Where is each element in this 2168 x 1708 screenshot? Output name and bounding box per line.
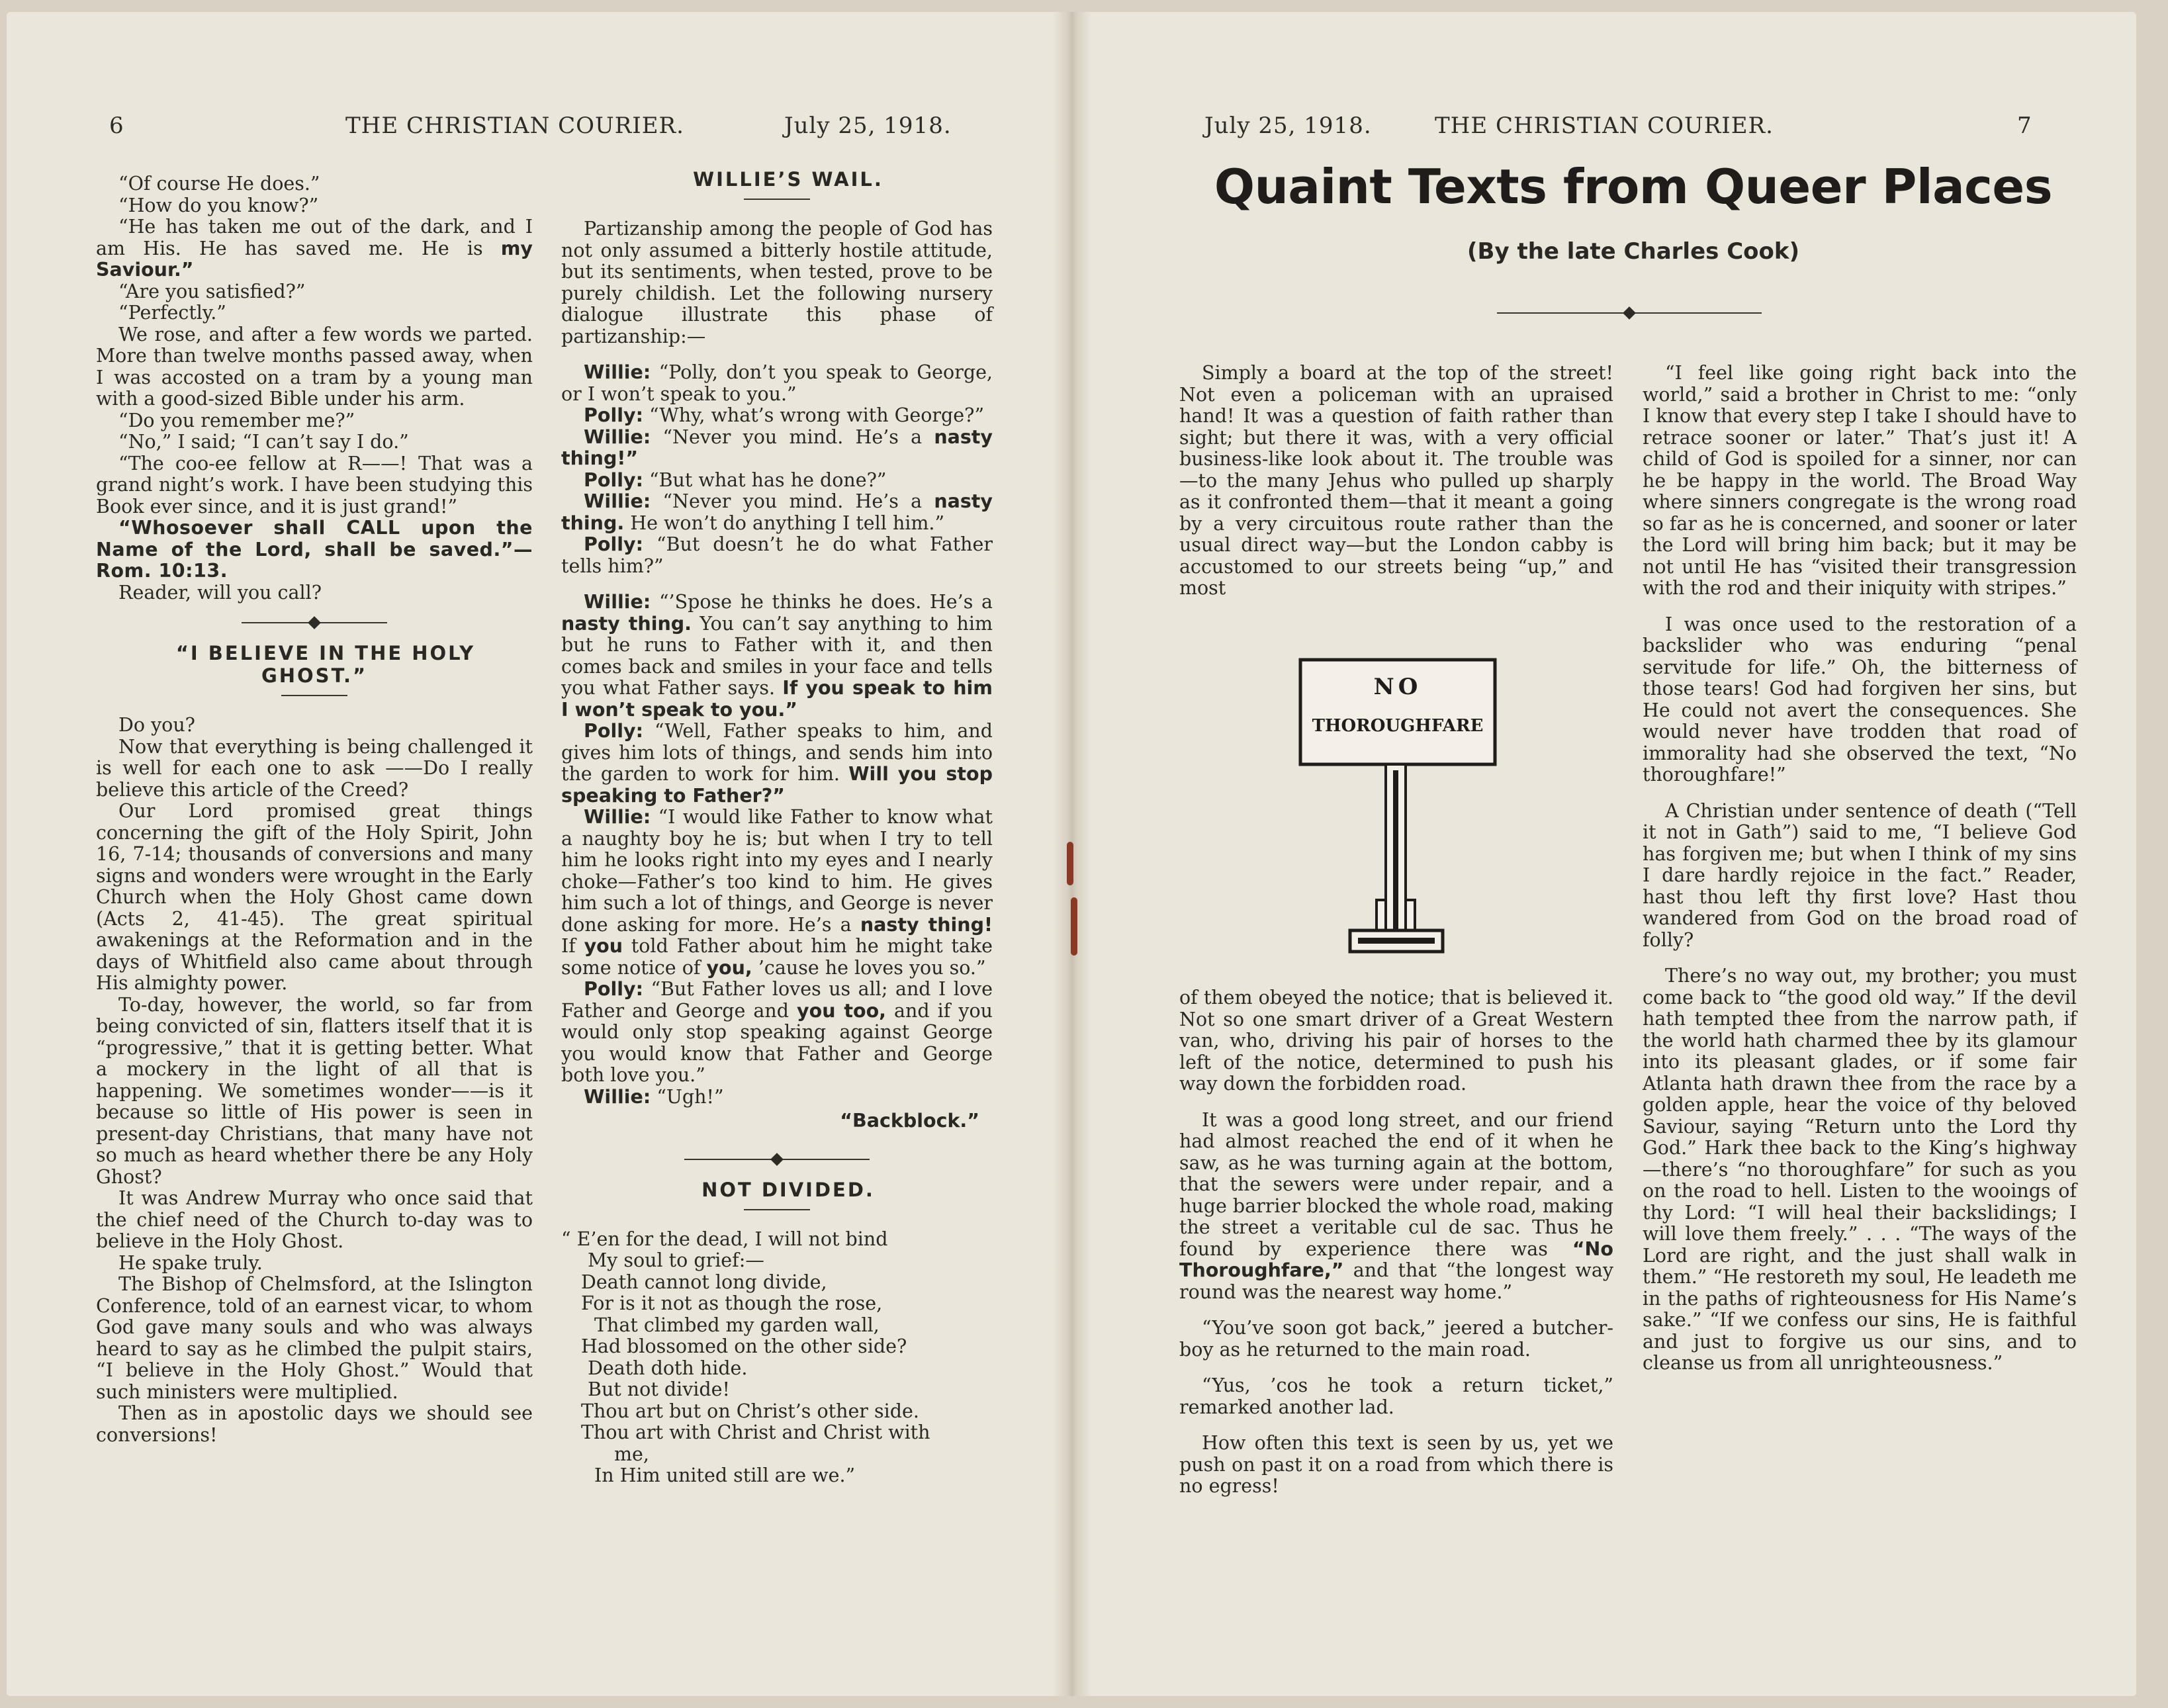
text-paragraph: “You’ve soon got back,” jeered a butcher-boy as he returned to the main road. <box>1179 1317 1613 1361</box>
right-column-2 <box>1643 363 2077 1374</box>
text-paragraph: “Perfectly.” <box>118 302 226 324</box>
heading-rule <box>744 1209 810 1210</box>
dialogue-line: Polly: “But what has he done?” <box>584 469 887 491</box>
left-header-date: July 25, 1918. <box>784 112 952 139</box>
dialogue-line: Polly: “But doesn’t he do what Father tells him?” <box>561 533 993 577</box>
dialogue-line: Willie: “Never you mind. He’s a nasty thing!” <box>561 426 993 469</box>
section-ornament <box>684 1149 870 1169</box>
dialogue-line: Willie: “’Spose he thinks he does. He’s a nasty thing. You can’t say anything to him but he runs to Father with it, and then comes back and smiles in your face and tells you what Father says. If you speak to him I won’t speak to you.” <box>561 591 993 721</box>
sign-text-no: NO <box>1373 674 1422 700</box>
text-paragraph: Reader, will you call? <box>118 581 322 604</box>
heading-rule <box>281 695 347 696</box>
text-paragraph: Now that everything is being challenged it is well for each one to ask ——Do I really believe this article of the Creed? <box>96 735 533 801</box>
section-ornament <box>242 613 387 633</box>
text-paragraph: Do you? <box>118 714 195 736</box>
text-paragraph: There’s no way out, my brother; you must come back to “the good old way.” If the devil hath tempted thee from the narrow path, if the world hath charmed thee by its glamour into its pleasant glades, or if some fair Atlanta hath drawn thee from the race by a golden apple, hear the voice of thy beloved Saviour, saying “Return unto the Lord thy God.” Hark thee back to the King’s highway—there’s “no thoroughfare” for such as you on the road to hell. Listen to the wooings of thy Lord: “I will heal their backslidings; I will love them freely.” . . . “The ways of the Lord are right, and the just shall walk in them.” “He restoreth my soul, He leadeth me in the paths of righteousness for His Name’s sake.” “If we confess our sins, He is faithful and just to forgive us our sins, and to cleanse us from all unrighteousness.” <box>1643 965 2077 1374</box>
poem-line: Death doth hide. <box>588 1357 748 1379</box>
signature: “Backblock.” <box>840 1110 979 1132</box>
text-paragraph: Our Lord promised great things concerning the gift of the Holy Spirit, John 16, 7-14; thousands of conversions and many signs and wonders were wrought in the Early Church when the Holy Ghost came down (Acts 2, 41-45). The great spiritual awakenings at the Reformation and in the days of Whitfield also came about through His almighty power. <box>96 800 533 994</box>
text-paragraph: It was Andrew Murray who once said that the chief need of the Church to-day was to believe in the Holy Ghost. <box>96 1187 533 1252</box>
left-header-title: THE CHRISTIAN COURIER. <box>345 112 684 139</box>
text-paragraph: How often this text is seen by us, yet we push on past it on a road from which there is no egress! <box>1179 1432 1613 1497</box>
text-paragraph: “He has taken me out of the dark, and I am His. He has saved me. He is my Saviour.” <box>96 216 533 281</box>
poem-line: Death cannot long divide, <box>581 1271 827 1293</box>
title-ornament <box>1497 303 1762 323</box>
text-paragraph: “The coo-ee fellow at R——! That was a grand night’s work. I have been studying this Book ever since, and it is just grand!” <box>96 452 533 517</box>
right-column-1 <box>1179 363 1613 600</box>
text-paragraph: To-day, however, the world, so far from being convicted of sin, flatters itself that it is “progressive,” that it is getting better. What a mockery in the light of all that is happening. We sometimes wonder——is it because so little of His power is seen in present-day Christians, that many have not so much as heard whether there be any Holy Ghost? <box>96 993 533 1188</box>
poem-line: me, <box>614 1443 649 1465</box>
text-paragraph: A Christian under sentence of death (“Tell it not in Gath”) said to me, “I believe God has forgiven me; but when I think of my sins I dare hardly rejoice in the fact.” Reader, hast thou left thy first love? Hast thou wandered from God on the broad road of folly? <box>1643 799 2077 951</box>
text-paragraph: We rose, and after a few words we parted. More than twelve months passed away, when I was accosted on a tram by a young man with a good-sized Bible under his arm. <box>96 323 533 410</box>
sign-text-thoroughfare: THOROUGHFARE <box>1312 716 1484 736</box>
poem <box>561 1229 993 1487</box>
article-byline: (By the late Charles Cook) <box>1467 238 1800 265</box>
signpost-illustration <box>1298 658 1497 956</box>
text-paragraph: “How do you know?” <box>118 194 319 216</box>
section-heading: NOT DIVIDED. <box>701 1178 875 1201</box>
poem-line: For is it not as though the rose, <box>581 1292 883 1314</box>
text-paragraph: It was a good long street, and our friend had almost reached the end of it when he saw, as he was turning again at the bottom, that the sewers were under repair, and a huge barrier blocked the whole road, making the street a veritable cul de sac. Thus he found by experience there was “No Thoroughfare,” and that “the longest way round was the nearest way home.” <box>1179 1108 1613 1303</box>
section-heading: WILLIE’S WAIL. <box>693 168 883 191</box>
dialogue-line: Willie: “Never you mind. He’s a nasty thing. He won’t do anything I tell him.” <box>561 490 993 534</box>
dialogue-line: Polly: “But Father loves us all; and I love Father and George and you too, and if you would only stop speaking against George you would know that Father and George both love you.” <box>561 978 993 1086</box>
poem-line: “ E’en for the dead, I will not bind <box>561 1228 888 1250</box>
poem-line: In Him united still are we.” <box>594 1464 856 1486</box>
right-header-title: THE CHRISTIAN COURIER. <box>1435 112 1774 139</box>
dialogue-line: Polly: “Well, Father speaks to him, and gives him lots of things, and sends him into the garden to work for him. Will you stop speaking to Father?” <box>561 720 993 807</box>
poem-line: That climbed my garden wall, <box>594 1314 880 1336</box>
left-page-number: 6 <box>109 112 124 139</box>
text-paragraph: “Of course He does.” <box>118 173 320 195</box>
right-column-1-continued <box>1179 987 1613 1498</box>
text-paragraph: “No,” I said; “I can’t say I do.” <box>118 431 409 453</box>
right-page-number: 7 <box>2017 112 2032 139</box>
left-column-2 <box>561 168 993 1487</box>
poem-line: My soul to grief:— <box>588 1249 764 1271</box>
staple-bottom <box>1071 897 1077 956</box>
poem-line: Thou art but on Christ’s other side. <box>581 1400 919 1422</box>
dialogue-line: Willie: “Polly, don’t you speak to George, or I won’t speak to you.” <box>561 361 993 405</box>
poem-line: Had blossomed on the other side? <box>581 1335 907 1357</box>
text-paragraph: Simply a board at the top of the street! Not even a policeman with an upraised hand! It was a question of faith rather than sight; but there it was, with a very official business-like look about it. The trouble was—to the many Jehus who pulled up sharply as it confronted them—that it meant a going by a very circuitous route rather than the usual direct way—but the London cabby is accustomed to our streets being “up,” and most <box>1179 362 1613 599</box>
staple-top <box>1067 842 1073 885</box>
no-thoroughfare-sign <box>1298 658 1497 956</box>
dialogue-line: Willie: “Ugh!” <box>584 1085 724 1108</box>
text-paragraph: He spake truly. <box>118 1251 263 1274</box>
poem-line: Thou art with Christ and Christ with <box>581 1421 930 1443</box>
text-paragraph: “I feel like going right back into the world,” said a brother in Christ to me: “only I know that every step I take I should have to retrace sooner or later.” That’s just it! A child of God is spoiled for a sinner, nor can he be happy in the world. The Broad Way where sinners congregate is the wrong road so far as he is concerned, and sooner or later the Lord will bring him back; but it may be not until He has “visited their transgression with the rod and their iniquity with stripes.” <box>1643 362 2077 599</box>
left-column-1 <box>96 173 533 1446</box>
heading-rule <box>744 199 810 200</box>
right-header-date: July 25, 1918. <box>1204 112 1372 139</box>
scripture-quote: “Whosoever shall CALL upon the Name of the Lord, shall be saved.”—Rom. 10:13. <box>96 517 533 582</box>
section-heading: “I BELIEVE IN THE HOLY GHOST.” <box>175 642 476 687</box>
text-paragraph: Partizanship among the people of God has not only assumed a bitterly hostile attitude, but its sentiments, when tested, prove to be purely childish. Let the following nursery dialogue illustrate this phase of partizanship:— <box>561 218 993 347</box>
text-paragraph: The Bishop of Chelmsford, at the Islington Conference, told of an earnest vicar, to whom God gave many souls and who was always heard to say as he climbed the pulpit stairs, “I believe in the Holy Ghost.” Would that such ministers were multiplied. <box>96 1273 533 1403</box>
text-paragraph: “Yus, ’cos he took a return ticket,” remarked another lad. <box>1179 1374 1613 1418</box>
dialogue-line: Willie: “I would like Father to know what a naughty boy he is; but when I try to tell him he looks right into my eyes and I nearly choke—Father’s too kind to him. He gives him such a lot of things, and George is never done asking for more. He’s a nasty thing! If you told Father about him he might take some notice of you, ’cause he loves you so.” <box>561 806 993 979</box>
text-paragraph: “Do you remember me?” <box>118 409 355 431</box>
text-paragraph: Then as in apostolic days we should see conversions! <box>96 1402 533 1446</box>
dialogue-line: Polly: “Why, what’s wrong with George?” <box>584 404 985 426</box>
article-title: Quaint Texts from Queer Places <box>1214 159 2053 214</box>
text-paragraph: of them obeyed the notice; that is believed it. Not so one smart driver of a Great Western van, who, driving his pair of horses to the left of the notice, determined to push his way down the forbidden road. <box>1179 987 1613 1095</box>
text-paragraph: I was once used to the restoration of a backslider who was enduring “penal servitude for life.” Oh, the bitterness of those tears! God had forgiven her sins, but He could not avert the consequences. She would never have trodden that road of immorality had she observed the text, “No thoroughfare!” <box>1643 613 2077 786</box>
poem-line: But not divide! <box>588 1378 730 1400</box>
text-paragraph: “Are you satisfied?” <box>118 280 306 302</box>
